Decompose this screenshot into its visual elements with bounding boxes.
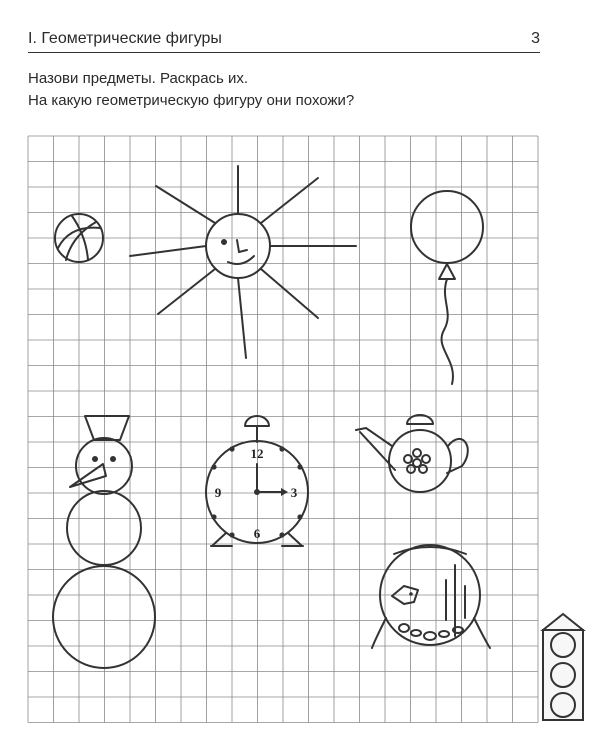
section-title: I. Геометрические фигуры — [28, 30, 222, 47]
instruction-line-1: Назови предметы. Раскрась их. — [28, 70, 249, 87]
snowman-drawing — [53, 416, 155, 668]
traffic-light-symbol — [543, 614, 583, 720]
balloon-drawing — [411, 191, 483, 384]
clock-number-12: 12 — [250, 446, 264, 461]
alarm-clock-drawing — [206, 416, 308, 546]
aquarium-drawing — [372, 545, 490, 648]
instruction-line-2: На какую геометрическую фигуру они похожи? — [28, 92, 355, 109]
teapot-drawing — [356, 415, 468, 492]
clock-number-6: 6 — [253, 526, 261, 541]
sun-drawing — [130, 166, 356, 358]
clock-number-3: 3 — [290, 485, 298, 500]
clock-number-9: 9 — [214, 485, 222, 500]
page-number: 3 — [531, 30, 540, 47]
